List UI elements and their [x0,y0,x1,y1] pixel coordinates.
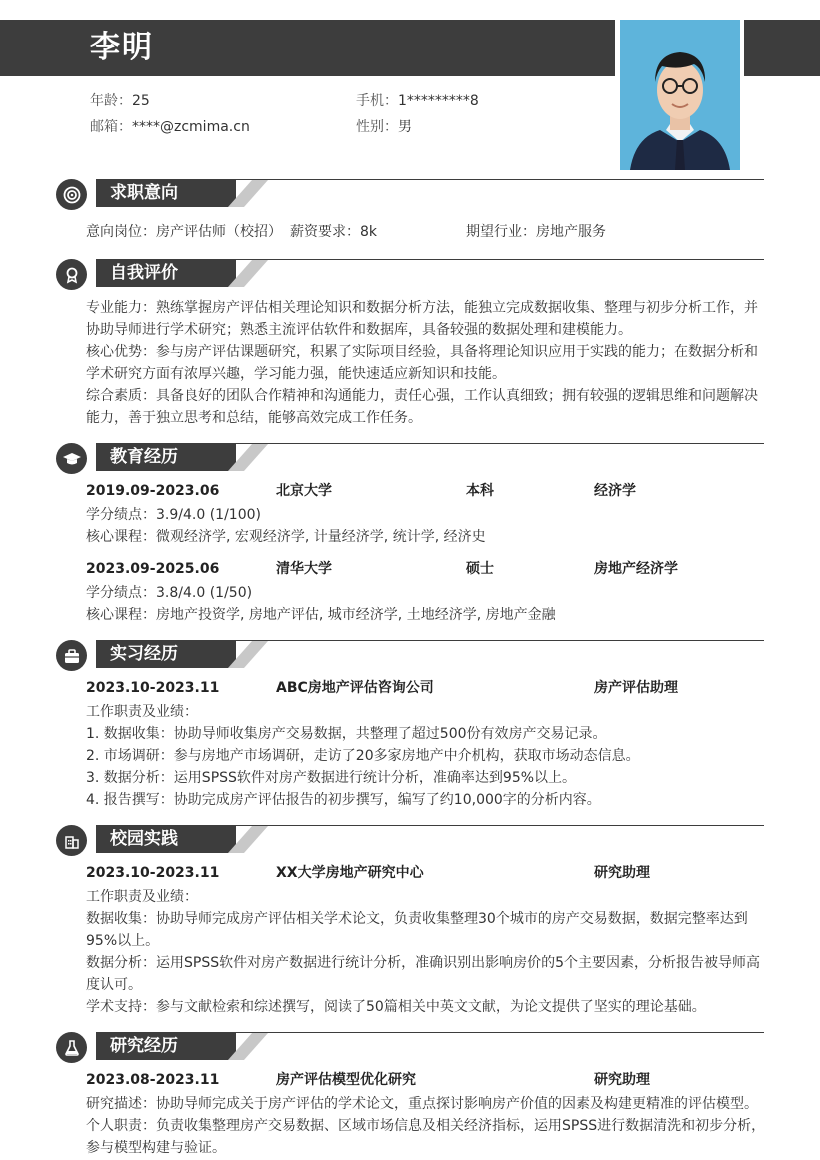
campus-date: 2023.10-2023.11 [86,865,220,881]
edu-degree: 硕士 [466,561,494,577]
edu-courses: 核心课程：房地产投资学, 房地产评估, 城市经济学, 土地经济学, 房地产金融 [86,607,556,623]
intern-label: 工作职责及业绩： [86,704,198,720]
edu-school: 清华大学 [276,561,332,577]
section-title: 教育经历 [96,444,236,471]
intern-item: 3. 数据分析：运用SPSS软件对房产数据进行统计分析，准确率达到95%以上。 [86,770,577,786]
job-industry: 期望行业：房地产服务 [466,224,606,240]
section-job-intent [56,179,764,211]
gender-value: 男 [398,119,412,135]
edu-gpa: 学分绩点：3.8/4.0 (1/50) [86,585,253,601]
briefcase-icon [56,640,87,671]
research-project: 房产评估模型优化研究 [276,1072,416,1088]
job-salary: 薪资要求：8k [290,224,378,240]
target-icon [56,179,87,210]
campus-academic-support: 学术支持：参与文献检索和综述撰写，阅读了50篇相关中英文文献，为论文提供了坚实的理论基础。 [86,999,706,1015]
campus-data-collection: 数据收集：协助导师完成房产评估相关学术论文，负责收集整理30个城市的房产交易数据，数据完整率达到95%以上。 [86,911,748,949]
section-title: 实习经历 [96,641,236,668]
section-title: 自我评价 [96,260,236,287]
section-title: 求职意向 [96,180,236,207]
gender-row [356,117,412,137]
phone-label: 手机： [356,93,398,109]
section-title: 校园实践 [96,826,236,853]
age-row [90,91,150,111]
section-self-evaluation [56,259,764,291]
edu-school: 北京大学 [276,483,332,499]
campus-org: XX大学房地产研究中心 [276,865,424,881]
edu-date: 2019.09-2023.06 [86,483,220,499]
intern-item: 1. 数据收集：协助导师收集房产交易数据，共整理了超过500份有效房产交易记录。 [86,726,607,742]
edu-gpa: 学分绩点：3.9/4.0 (1/100) [86,507,261,523]
award-icon [56,259,87,290]
job-position: 意向岗位：房产评估师（校招） [86,224,282,240]
self-advantage: 核心优势：参与房产评估课题研究，积累了实际项目经验，具备将理论知识应用于实践的能力；在数据分析和学术研究方面有浓厚兴趣，学习能力强，能快速适应新知识和技能。 [86,344,758,382]
email-value: ****@zcmima.cn [132,119,250,135]
section-campus-practice [56,825,764,857]
intern-role: 房产评估助理 [594,680,678,696]
age-value: 25 [132,93,150,109]
campus-data-analysis: 数据分析：运用SPSS软件对房产数据进行统计分析，准确识别出影响房价的5个主要因素，分析报告被导师高度认可。 [86,955,761,993]
section-education [56,443,764,475]
intern-item: 2. 市场调研：参与房地产市场调研，走访了20多家房地产中介机构，获取市场动态信息。 [86,748,640,764]
phone-row [356,91,479,111]
research-description: 研究描述：协助导师完成关于房产评估的学术论文，重点探讨影响房产价值的因素及构建更精准的评估模型。 [86,1096,758,1112]
building-icon [56,825,87,856]
section-research [56,1032,764,1064]
flask-icon [56,1032,87,1063]
header-bar-right [744,20,820,76]
section-title: 研究经历 [96,1033,236,1060]
intern-company: ABC房地产评估咨询公司 [276,680,434,696]
research-duties: 个人职责：负责收集整理房产交易数据、区域市场信息及相关经济指标，运用SPSS进行数据清洗和初步分析，参与模型构建与验证。 [86,1118,766,1156]
self-professional: 专业能力：熟练掌握房产评估相关理论知识和数据分析方法，能独立完成数据收集、整理与初步分析工作，并协助导师进行学术研究；熟悉主流评估软件和数据库，具备较强的数据处理和建模能力。 [86,300,758,338]
research-role: 研究助理 [594,1072,650,1088]
intern-date: 2023.10-2023.11 [86,680,220,696]
edu-degree: 本科 [466,483,494,499]
research-date: 2023.08-2023.11 [86,1072,220,1088]
edu-courses: 核心课程：微观经济学, 宏观经济学, 计量经济学, 统计学, 经济史 [86,529,486,545]
profile-photo [620,20,740,170]
age-label: 年龄： [90,93,132,109]
campus-role: 研究助理 [594,865,650,881]
email-row [90,117,250,137]
candidate-name: 李明 [90,30,154,65]
edu-major: 经济学 [594,483,636,499]
section-internship [56,640,764,672]
gender-label: 性别： [356,119,398,135]
self-quality: 综合素质：具备良好的团队合作精神和沟通能力，责任心强，工作认真细致；拥有较强的逻辑思维和问题解决能力，善于独立思考和总结，能够高效完成工作任务。 [86,388,758,426]
intern-item: 4. 报告撰写：协助完成房产评估报告的初步撰写，编写了约10,000字的分析内容。 [86,792,601,808]
edu-date: 2023.09-2025.06 [86,561,220,577]
email-label: 邮箱： [90,119,132,135]
edu-major: 房地产经济学 [594,561,678,577]
graduation-cap-icon [56,443,87,474]
phone-value: 1*********8 [398,93,479,109]
campus-label: 工作职责及业绩： [86,889,198,905]
